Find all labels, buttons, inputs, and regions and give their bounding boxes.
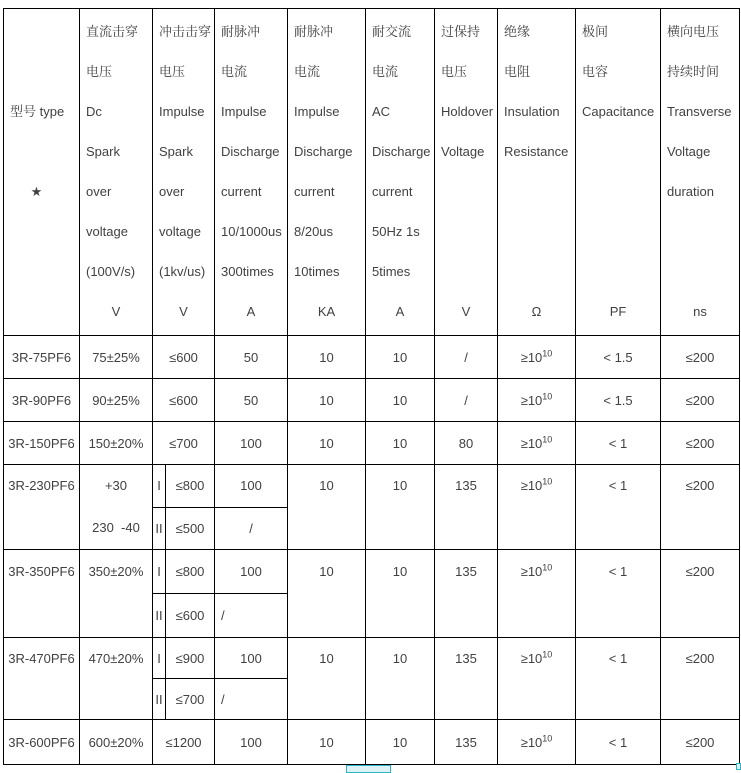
cell-3R-230PF6-type bbox=[4, 465, 80, 550]
type-label: 3R-350PF6 bbox=[8, 564, 75, 579]
cell-3R-230PF6-grade-II: II bbox=[153, 507, 166, 550]
cell-3R-150PF6-dc-sparkover-voltage: 150±20% bbox=[80, 422, 153, 465]
header-impulse-discharge-current-10-1000us-line: 10/1000us bbox=[221, 224, 282, 239]
type-label: 3R-230PF6 bbox=[8, 478, 75, 493]
value-exponent: 10 bbox=[542, 391, 553, 402]
header-ac-discharge-current-line: 耐交流 bbox=[372, 24, 412, 39]
header-impulse-discharge-current-10-1000us-line: 300times bbox=[221, 264, 274, 279]
value-base: ≥10 bbox=[520, 435, 543, 451]
cell-value: < 1 bbox=[608, 564, 628, 579]
header-dc-sparkover-voltage-line: voltage bbox=[86, 224, 128, 239]
cell-3R-230PF6-impulse-discharge-current-II: / bbox=[215, 507, 288, 550]
cell-3R-350PF6-holdover-voltage bbox=[435, 550, 498, 638]
header-ac-discharge-current-line: 电流 bbox=[372, 64, 399, 79]
cell-3R-90PF6-impulse-sparkover-voltage: ≤600 bbox=[153, 379, 215, 422]
cell-3R-75PF6-impulse-sparkover-voltage: ≤600 bbox=[153, 336, 215, 379]
header-ac-discharge-current bbox=[366, 9, 435, 336]
cell-value: ≤200 bbox=[685, 478, 715, 493]
header-line-spacer bbox=[661, 252, 739, 292]
header-insulation-resistance-line: Resistance bbox=[504, 144, 569, 159]
header-impulse-sparkover-voltage bbox=[153, 9, 215, 336]
header-dc-sparkover-voltage-line: Spark bbox=[86, 144, 120, 159]
cell-3R-470PF6-impulse-discharge-current-I: 100 bbox=[215, 638, 288, 679]
cell-3R-90PF6-dc-sparkover-voltage: 90±25% bbox=[80, 379, 153, 422]
cell-3R-75PF6-holdover-voltage: / bbox=[435, 336, 498, 379]
header-insulation-resistance bbox=[498, 9, 576, 336]
header-line-spacer bbox=[576, 132, 660, 172]
header-impulse-discharge-current-8-20us-line: 10times bbox=[294, 264, 340, 279]
header-capacitance-line: Capacitance bbox=[582, 104, 655, 119]
header-holdover-voltage-unit: V bbox=[461, 304, 471, 319]
cell-3R-75PF6-impulse-discharge-current-8-20us: 10 bbox=[288, 336, 366, 379]
header-line-spacer bbox=[498, 252, 575, 292]
header-line-spacer bbox=[4, 132, 79, 172]
cell-3R-470PF6-type bbox=[4, 638, 80, 720]
cell-3R-230PF6-transverse-voltage-duration bbox=[661, 465, 740, 550]
table-row bbox=[4, 379, 740, 422]
header-impulse-sparkover-voltage-line: 冲击击穿 bbox=[159, 24, 212, 39]
cell-3R-600PF6-holdover-voltage: 135 bbox=[435, 720, 498, 765]
cell-3R-350PF6-grade-II: II bbox=[153, 594, 166, 638]
cell-value: 10 bbox=[392, 478, 408, 493]
cell-value: ≤200 bbox=[685, 651, 715, 666]
cell-3R-470PF6-impulse-discharge-current-II: / bbox=[215, 679, 288, 720]
header-holdover-voltage-line: 电压 bbox=[441, 64, 468, 79]
cell-3R-230PF6-impulse-discharge-current-I: 100 bbox=[215, 465, 288, 508]
header-insulation-resistance-line: 电阻 bbox=[504, 64, 531, 79]
cell-3R-600PF6-insulation-resistance bbox=[498, 720, 576, 765]
cell-3R-150PF6-capacitance: < 1 bbox=[576, 422, 661, 465]
header-line-spacer bbox=[4, 212, 79, 252]
header-ac-discharge-current-line: Discharge bbox=[372, 144, 431, 159]
cell-3R-470PF6-grade-I: I bbox=[153, 638, 166, 679]
value-exponent: 10 bbox=[542, 649, 553, 660]
cell-3R-470PF6-transverse-voltage-duration bbox=[661, 638, 740, 720]
header-line-spacer bbox=[435, 212, 497, 252]
header-line-spacer bbox=[4, 52, 79, 92]
header-insulation-resistance-line: 绝缘 bbox=[504, 24, 531, 39]
cell-3R-350PF6-dc-sparkover-voltage bbox=[80, 550, 153, 638]
cell-3R-600PF6-impulse-discharge-current-8-20us: 10 bbox=[288, 720, 366, 765]
cell-3R-470PF6-grade-II: II bbox=[153, 679, 166, 720]
cell-3R-350PF6-impulse-sparkover-voltage-II: ≤600 bbox=[166, 594, 215, 638]
cell-3R-75PF6-ac-discharge-current: 10 bbox=[366, 336, 435, 379]
dc-sparkover-line: 470±20% bbox=[88, 651, 144, 666]
header-holdover-voltage-line: 过保持 bbox=[441, 24, 481, 39]
header-type-line: 型号 type bbox=[10, 104, 65, 119]
value-exponent: 10 bbox=[542, 562, 553, 573]
cell-3R-600PF6-impulse-discharge-current-10-1000us: 100 bbox=[215, 720, 288, 765]
header-ac-discharge-current-line: 5times bbox=[372, 264, 411, 279]
cell-3R-150PF6-transverse-voltage-duration: ≤200 bbox=[661, 422, 740, 465]
header-impulse-discharge-current-8-20us-unit: KA bbox=[317, 304, 336, 319]
header-impulse-discharge-current-8-20us-line: 电流 bbox=[294, 64, 321, 79]
cell-3R-75PF6-impulse-discharge-current-10-1000us: 50 bbox=[215, 336, 288, 379]
header-dc-sparkover-voltage bbox=[80, 9, 153, 336]
cell-3R-600PF6-transverse-voltage-duration: ≤200 bbox=[661, 720, 740, 765]
header-transverse-voltage-duration-line: duration bbox=[667, 184, 714, 199]
cell-3R-470PF6-insulation-resistance bbox=[498, 638, 576, 720]
cell-value: 10 bbox=[319, 564, 334, 579]
cell-3R-350PF6-ac-discharge-current bbox=[366, 550, 435, 638]
header-ac-discharge-current-line: AC bbox=[372, 104, 391, 119]
cell-3R-75PF6-capacitance: < 1.5 bbox=[576, 336, 661, 379]
cell-3R-470PF6-dc-sparkover-voltage bbox=[80, 638, 153, 720]
corner-resize-handle[interactable] bbox=[736, 763, 741, 770]
cell-3R-230PF6-holdover-voltage bbox=[435, 465, 498, 550]
value-base: ≥10 bbox=[520, 734, 543, 750]
cell-3R-350PF6-type bbox=[4, 550, 80, 638]
spec-table-container bbox=[3, 8, 740, 765]
header-impulse-discharge-current-8-20us-line: Discharge bbox=[294, 144, 353, 159]
table-row bbox=[4, 550, 740, 594]
cell-3R-90PF6-ac-discharge-current: 10 bbox=[366, 379, 435, 422]
header-type-unit bbox=[4, 292, 79, 332]
header-impulse-discharge-current-8-20us-line: current bbox=[294, 184, 335, 199]
cell-3R-150PF6-insulation-resistance bbox=[498, 422, 576, 465]
cell-3R-75PF6-dc-sparkover-voltage: 75±25% bbox=[80, 336, 153, 379]
value-base: ≥10 bbox=[520, 478, 543, 493]
header-dc-sparkover-voltage-line: 电压 bbox=[86, 64, 113, 79]
table-row bbox=[4, 638, 740, 679]
header-holdover-voltage-line: Voltage bbox=[441, 144, 485, 159]
cell-value bbox=[498, 638, 575, 679]
spec-table bbox=[3, 8, 740, 765]
header-transverse-voltage-duration-line: Voltage bbox=[667, 144, 711, 159]
cell-value bbox=[498, 465, 575, 507]
cell-value: 10 bbox=[319, 478, 334, 493]
cell-value: < 1 bbox=[608, 478, 628, 493]
header-insulation-resistance-line: Insulation bbox=[504, 104, 560, 119]
header-line-spacer bbox=[498, 212, 575, 252]
header-impulse-discharge-current-8-20us-line: 8/20us bbox=[294, 224, 334, 239]
cell-value: 135 bbox=[455, 478, 477, 493]
cell-3R-230PF6-dc-sparkover-voltage bbox=[80, 465, 153, 550]
cell-value: 135 bbox=[455, 564, 477, 579]
table-row bbox=[4, 720, 740, 765]
cell-3R-90PF6-transverse-voltage-duration: ≤200 bbox=[661, 379, 740, 422]
header-impulse-sparkover-voltage-line: over bbox=[159, 184, 185, 199]
cell-3R-230PF6-impulse-discharge-current-8-20us bbox=[288, 465, 366, 550]
cell-3R-90PF6-impulse-discharge-current-10-1000us: 50 bbox=[215, 379, 288, 422]
cell-3R-90PF6-insulation-resistance bbox=[498, 379, 576, 422]
header-impulse-sparkover-voltage-line: Impulse bbox=[159, 104, 205, 119]
cell-3R-230PF6-impulse-sparkover-voltage-I: ≤800 bbox=[166, 465, 215, 508]
cell-3R-150PF6-impulse-discharge-current-8-20us: 10 bbox=[288, 422, 366, 465]
header-insulation-resistance-unit: Ω bbox=[531, 304, 542, 319]
header-transverse-voltage-duration-line: Transverse bbox=[667, 104, 732, 119]
header-transverse-voltage-duration bbox=[661, 9, 740, 336]
dc-sparkover-line: 230 -40 bbox=[92, 520, 140, 535]
header-ac-discharge-current-line: 50Hz 1s bbox=[372, 224, 420, 239]
header-line-spacer bbox=[498, 172, 575, 212]
cell-3R-350PF6-capacitance bbox=[576, 550, 661, 638]
cell-3R-150PF6-holdover-voltage: 80 bbox=[435, 422, 498, 465]
cell-3R-600PF6-impulse-sparkover-voltage: ≤1200 bbox=[153, 720, 215, 765]
header-line-spacer bbox=[576, 252, 660, 292]
table-row bbox=[4, 465, 740, 508]
header-impulse-sparkover-voltage-line: (1kv/us) bbox=[159, 264, 206, 279]
header-line-spacer bbox=[576, 212, 660, 252]
header-impulse-sparkover-voltage-line: Spark bbox=[159, 144, 193, 159]
dc-sparkover-line: +30 bbox=[104, 478, 128, 493]
cell-value: ≤200 bbox=[685, 564, 715, 579]
cell-3R-230PF6-insulation-resistance bbox=[498, 465, 576, 550]
cell-value bbox=[498, 550, 575, 594]
header-transverse-voltage-duration-unit: ns bbox=[693, 304, 707, 319]
cell-value: 10 bbox=[392, 651, 408, 666]
header-transverse-voltage-duration-line: 持续时间 bbox=[667, 64, 720, 79]
header-impulse-sparkover-voltage-line: 电压 bbox=[159, 64, 186, 79]
header-impulse-discharge-current-10-1000us bbox=[215, 9, 288, 336]
type-label: 3R-470PF6 bbox=[8, 651, 75, 666]
cell-3R-230PF6-impulse-sparkover-voltage-II: ≤500 bbox=[166, 507, 215, 550]
header-line-spacer bbox=[576, 172, 660, 212]
value-base: ≥10 bbox=[520, 651, 543, 666]
header-holdover-voltage-line: Holdover bbox=[441, 104, 494, 119]
header-dc-sparkover-voltage-unit: V bbox=[111, 304, 121, 319]
value-exponent: 10 bbox=[542, 348, 553, 359]
cell-3R-470PF6-ac-discharge-current bbox=[366, 638, 435, 720]
cell-3R-90PF6-capacitance: < 1.5 bbox=[576, 379, 661, 422]
header-impulse-discharge-current-10-1000us-line: Discharge bbox=[221, 144, 280, 159]
cell-3R-350PF6-impulse-sparkover-voltage-I: ≤800 bbox=[166, 550, 215, 594]
cell-3R-230PF6-capacitance bbox=[576, 465, 661, 550]
cell-value: < 1 bbox=[608, 651, 628, 666]
table-row bbox=[4, 422, 740, 465]
dc-sparkover-line: 350±20% bbox=[88, 564, 144, 579]
header-type bbox=[4, 9, 80, 336]
header-ac-discharge-current-unit: A bbox=[395, 304, 405, 319]
cell-3R-90PF6-type: 3R-90PF6 bbox=[4, 379, 80, 422]
header-dc-sparkover-voltage-line: (100V/s) bbox=[86, 264, 136, 279]
cell-value: 10 bbox=[319, 651, 334, 666]
header-dc-sparkover-voltage-line: over bbox=[86, 184, 112, 199]
header-line-spacer bbox=[4, 252, 79, 292]
cell-3R-75PF6-transverse-voltage-duration: ≤200 bbox=[661, 336, 740, 379]
header-impulse-discharge-current-10-1000us-line: 电流 bbox=[221, 64, 248, 79]
header-impulse-sparkover-voltage-line: voltage bbox=[159, 224, 201, 239]
cell-3R-150PF6-impulse-sparkover-voltage: ≤700 bbox=[153, 422, 215, 465]
cell-3R-230PF6-grade-I: I bbox=[153, 465, 166, 508]
value-exponent: 10 bbox=[542, 733, 553, 744]
cell-3R-150PF6-impulse-discharge-current-10-1000us: 100 bbox=[215, 422, 288, 465]
cell-value: 135 bbox=[455, 651, 477, 666]
cell-3R-230PF6-ac-discharge-current bbox=[366, 465, 435, 550]
cell-3R-90PF6-impulse-discharge-current-8-20us: 10 bbox=[288, 379, 366, 422]
cell-3R-75PF6-insulation-resistance bbox=[498, 336, 576, 379]
cell-3R-350PF6-insulation-resistance bbox=[498, 550, 576, 638]
cell-3R-75PF6-type: 3R-75PF6 bbox=[4, 336, 80, 379]
header-transverse-voltage-duration-line: 横向电压 bbox=[667, 24, 720, 39]
header-impulse-sparkover-voltage-unit: V bbox=[179, 304, 188, 319]
header-capacitance-line: 电容 bbox=[582, 64, 609, 79]
cell-3R-350PF6-impulse-discharge-current-8-20us bbox=[288, 550, 366, 638]
header-impulse-discharge-current-10-1000us-line: 耐脉冲 bbox=[221, 24, 261, 39]
header-type-line: ★ bbox=[30, 184, 43, 199]
value-base: ≥10 bbox=[520, 564, 543, 579]
header-dc-sparkover-voltage-line: 直流击穿 bbox=[86, 24, 139, 39]
header-line-spacer bbox=[435, 252, 497, 292]
header-line-spacer bbox=[4, 12, 79, 52]
header-impulse-discharge-current-8-20us-line: Impulse bbox=[294, 104, 340, 119]
value-exponent: 10 bbox=[542, 476, 553, 487]
cell-3R-600PF6-ac-discharge-current: 10 bbox=[366, 720, 435, 765]
header-ac-discharge-current-line: current bbox=[372, 184, 413, 199]
cell-3R-470PF6-capacitance bbox=[576, 638, 661, 720]
cell-3R-470PF6-impulse-sparkover-voltage-II: ≤700 bbox=[166, 679, 215, 720]
cell-3R-470PF6-impulse-discharge-current-8-20us bbox=[288, 638, 366, 720]
scroll-handle[interactable] bbox=[346, 765, 391, 773]
cell-3R-150PF6-ac-discharge-current: 10 bbox=[366, 422, 435, 465]
cell-value: 10 bbox=[392, 564, 408, 579]
cell-3R-470PF6-holdover-voltage bbox=[435, 638, 498, 720]
header-impulse-discharge-current-8-20us-line: 耐脉冲 bbox=[294, 24, 334, 39]
table-row bbox=[4, 336, 740, 379]
header-capacitance-unit: PF bbox=[609, 304, 627, 319]
cell-3R-350PF6-impulse-discharge-current-II: / bbox=[215, 594, 288, 638]
value-exponent: 10 bbox=[542, 434, 553, 445]
header-dc-sparkover-voltage-line: Dc bbox=[86, 104, 102, 119]
header-impulse-discharge-current-10-1000us-line: current bbox=[221, 184, 262, 199]
header-impulse-discharge-current-8-20us bbox=[288, 9, 366, 336]
header-impulse-discharge-current-10-1000us-unit: A bbox=[246, 304, 256, 319]
header-capacitance-line: 极间 bbox=[582, 24, 609, 39]
header-line-spacer bbox=[661, 212, 739, 252]
cell-3R-600PF6-dc-sparkover-voltage: 600±20% bbox=[80, 720, 153, 765]
cell-3R-470PF6-impulse-sparkover-voltage-I: ≤900 bbox=[166, 638, 215, 679]
header-line-spacer bbox=[435, 172, 497, 212]
header-capacitance bbox=[576, 9, 661, 336]
cell-3R-350PF6-impulse-discharge-current-I: 100 bbox=[215, 550, 288, 594]
cell-3R-600PF6-capacitance: < 1 bbox=[576, 720, 661, 765]
cell-3R-350PF6-grade-I: I bbox=[153, 550, 166, 594]
header-holdover-voltage bbox=[435, 9, 498, 336]
cell-3R-350PF6-transverse-voltage-duration bbox=[661, 550, 740, 638]
value-base: ≥10 bbox=[520, 349, 543, 365]
header-impulse-discharge-current-10-1000us-line: Impulse bbox=[221, 104, 267, 119]
value-base: ≥10 bbox=[520, 392, 543, 408]
cell-3R-150PF6-type: 3R-150PF6 bbox=[4, 422, 80, 465]
cell-3R-90PF6-holdover-voltage: / bbox=[435, 379, 498, 422]
cell-3R-600PF6-type: 3R-600PF6 bbox=[4, 720, 80, 765]
header-row bbox=[4, 9, 740, 336]
